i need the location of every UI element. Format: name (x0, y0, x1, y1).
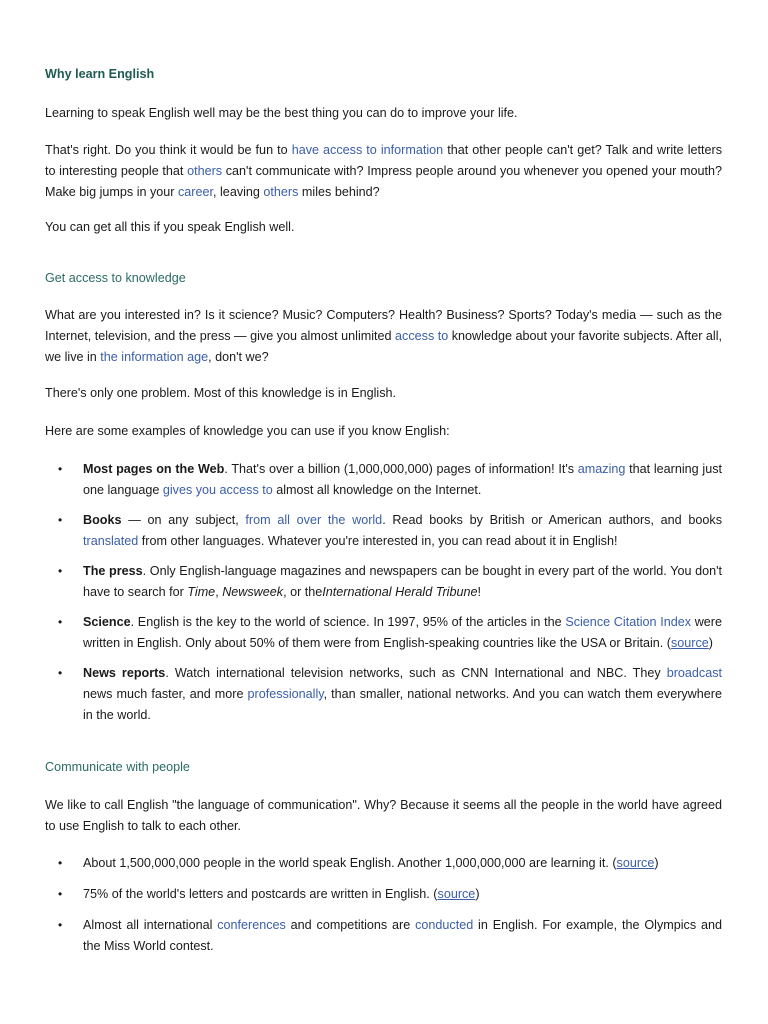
list-item: • 75% of the world's letters and postcards are written in English. (source) (45, 884, 722, 905)
others-link-2[interactable]: others (263, 185, 299, 199)
list-item: • The press. Only English-language magazines and newspapers can be bought in every part of the world. You don't have to search for Time, Newsweek, or theInternational Herald Tribune! (45, 561, 722, 603)
have-access-link[interactable]: have access to information (291, 143, 444, 157)
source-link[interactable]: source (437, 887, 476, 901)
science-citation-index-link[interactable]: Science Citation Index (565, 615, 692, 629)
professionally-link[interactable]: professionally (247, 687, 324, 701)
knowledge-list (45, 459, 722, 726)
list-item: • News reports. Watch international television networks, such as CNN International and NBC. They broadcast news much faster, and more professionally, than smaller, national networks. And you can watch them everywhere in the world. (45, 663, 722, 726)
list-item: • Science. English is the key to the world of science. In 1997, 95% of the articles in the Science Citation Index were written in English. Only about 50% of them were from English-speaking countries like the USA or Britain. (source) (45, 612, 722, 654)
section-heading-knowledge: Get access to knowledge (45, 271, 186, 285)
bullet-icon: • (58, 615, 63, 629)
bullet-icon: • (58, 887, 63, 901)
list-item: • Most pages on the Web. That's over a billion (1,000,000,000) pages of information! It's amazing that learning just one language gives you access to almost all knowledge on the Internet. (45, 459, 722, 501)
communication-list (45, 853, 722, 957)
career-link[interactable]: career (178, 185, 214, 199)
others-link[interactable]: others (187, 164, 223, 178)
bullet-icon: • (58, 918, 63, 932)
conferences-link[interactable]: conferences (217, 918, 286, 932)
list-item: • About 1,500,000,000 people in the world speak English. Another 1,000,000,000 are learning it. (source) (45, 853, 722, 874)
bullet-icon: • (58, 513, 63, 527)
bullet-icon: • (58, 856, 63, 870)
from-all-over-link[interactable]: from all over the world (245, 513, 383, 527)
examples-intro: Here are some examples of knowledge you can use if you know English: (45, 424, 450, 438)
bullet-icon: • (58, 666, 63, 680)
bullet-icon: • (58, 462, 63, 476)
intro-paragraph: Learning to speak English well may be the best thing you can do to improve your life. (45, 106, 518, 120)
benefits-paragraph: That's right. Do you think it would be fun to have access to information that other people can't get? Talk and write letters to interesting people that others can't communicate with? Impress people around you whenever you opened your mouth? Make big jumps in your career, leaving others miles behind? (45, 143, 722, 199)
problem-paragraph: There's only one problem. Most of this knowledge is in English. (45, 386, 397, 400)
page-title: Why learn English (45, 67, 155, 81)
bullet-icon: • (58, 564, 63, 578)
communication-paragraph: We like to call English "the language of communication". Why? Because it seems all the people in the world have agreed to use English to talk to each other. (45, 798, 722, 833)
amazing-link[interactable]: amazing (577, 462, 626, 476)
access-to-link[interactable]: access to (395, 329, 449, 343)
summary-paragraph: You can get all this if you speak English well. (45, 220, 295, 234)
conducted-link[interactable]: conducted (415, 918, 474, 932)
broadcast-link[interactable]: broadcast (666, 666, 722, 680)
list-item: • Almost all international conferences and competitions are conducted in English. For example, the Olympics and the Miss World contest. (45, 915, 722, 957)
information-age-link[interactable]: the information age (100, 350, 209, 364)
source-link[interactable]: source (616, 856, 655, 870)
source-link[interactable]: source (670, 636, 709, 650)
list-item: • Books — on any subject, from all over the world. Read books by British or American authors, and books translated from other languages. Whatever you're interested in, you can read about it in English! (45, 510, 722, 552)
gives-access-link[interactable]: gives you access to (162, 483, 273, 497)
section-heading-communicate: Communicate with people (45, 760, 190, 774)
interests-paragraph: What are you interested in? Is it science? Music? Computers? Health? Business? Sports? Today's media — such as the Internet, television, and the press — give you almost unlimited access to knowledge about your favorite subjects. After all, we live in the information age, don't we? (45, 308, 722, 364)
translated-link[interactable]: translated (83, 534, 139, 548)
